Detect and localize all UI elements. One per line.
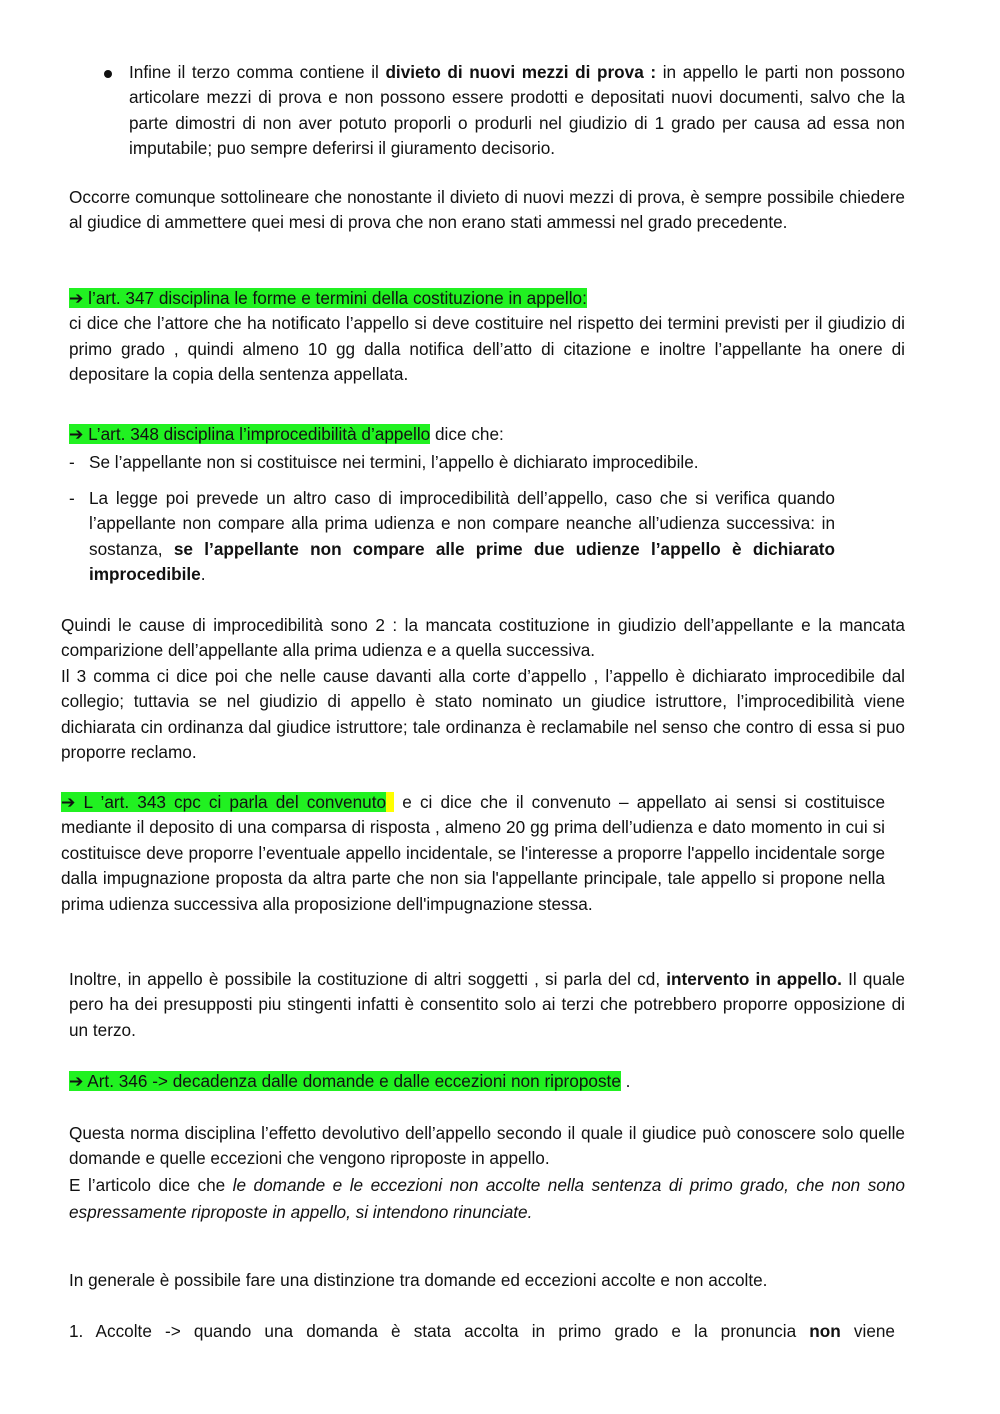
- section-art-348: [69, 422, 905, 447]
- heading-348: L’art. 348 disciplina l’improcedibilità d’appello: [83, 424, 431, 444]
- paragraph-occorre: [69, 185, 905, 236]
- heading-346: Art. 346 -> decadenza dalle domande e dalle eccezioni non riproposte: [83, 1071, 621, 1091]
- paragraph-cause: [61, 613, 905, 765]
- paragraph-text: In generale è possibile fare una distinzione tra domande ed eccezioni accolte e non accolte.: [69, 1270, 768, 1290]
- heading-343: L ’art. 343 cpc ci parla del convenuto: [75, 792, 387, 812]
- paragraph-norma: [69, 1121, 905, 1227]
- numbered-item-end: viene: [840, 1321, 895, 1341]
- section-art-343: [61, 790, 885, 917]
- list-item-348-1: [89, 450, 905, 475]
- heading-348-tail: dice che:: [430, 424, 504, 444]
- paragraph-text: E l’articolo dice che: [69, 1174, 233, 1195]
- arrow-icon: ➔: [61, 792, 76, 812]
- bullet-text-rest: in appello le parti non possono articolare mezzi di prova e non possono essere prodotti e depositati nuovi documenti, salvo che la parte dimostri di non aver potuto proporli o produrli nel giudizio di 1 grado per causa ad essa non imputabile; puo sempre deferirsi il giuramento decisorio.: [129, 62, 905, 159]
- bullet-text: Infine il terzo comma contiene il: [129, 62, 386, 82]
- bullet-dot: [104, 70, 112, 78]
- arrow-icon: ➔: [69, 1071, 84, 1091]
- dash-marker: -: [69, 452, 75, 472]
- highlight-heading-346: [69, 1071, 621, 1091]
- bullet-bold: divieto di nuovi mezzi di prova :: [385, 62, 657, 82]
- body-347: ci dice che l’attore che ha notificato l’appello si deve costituire nel rispetto dei termini previsti per il giudizio di primo grado , quindi almeno 10 gg dalla notifica dell’atto di citazione e inoltre l’appellante ha onere di depositare la copia della sentenza appellata.: [69, 313, 905, 385]
- paragraph-intervento: [69, 967, 905, 1043]
- paragraph-text-rest: Il quale pero ha dei presupposti piu stingenti infatti è consentito solo ai terzi che potrebbero proporre opposizione di un terzo.: [69, 969, 905, 1040]
- section-art-346: [69, 1069, 905, 1094]
- paragraph-generale: [69, 1268, 905, 1293]
- arrow-icon: ➔: [69, 288, 84, 308]
- paragraph-text: Quindi le cause di improcedibilità sono 2 : la mancata costituzione in giudizio dell’appellante e la mancata comparizione dell’appellante alla prima udienza e a quella successiva.: [61, 615, 905, 661]
- numbered-item-bold: non: [809, 1321, 841, 1341]
- dash-marker: -: [69, 488, 75, 508]
- section-art-347: [69, 286, 905, 388]
- paragraph-text: Questa norma disciplina l’effetto devolutivo dell’appello secondo il quale il giudice può conoscere solo quelle domande e quelle eccezioni che vengono riproposte in appello.: [69, 1123, 905, 1169]
- highlight-heading-348: [69, 424, 430, 444]
- list-item-end: .: [200, 564, 206, 585]
- highlight-heading-347: [69, 288, 587, 308]
- paragraph-text: Il 3 comma ci dice poi che nelle cause davanti alla corte d’appello , l’appello è dichiarato improcedibile dal collegio; tuttavia se nel giudizio di appello è stato nominato un giudice istruttore, l’improcedibilità viene dichiarata cin ordinanza dal giudice istruttore; tale ordinanza è reclamabile nel senso che contro di essa si puo proporre reclamo.: [61, 665, 905, 763]
- list-item-bold: se l’appellante non compare alle prime due udienze l’appello è dichiarato improcedibile: [89, 538, 835, 585]
- bullet-paragraph: [129, 60, 905, 162]
- list-item-text: Se l’appellante non si costituisce nei termini, l’appello è dichiarato improcedibile.: [89, 452, 699, 472]
- paragraph-bold: intervento in appello.: [666, 969, 842, 989]
- paragraph-italic: le domande e le eccezioni non accolte nella sentenza di primo grado, che non sono espressamente riproposte in appello, si intendono rinunciate.: [69, 1174, 905, 1223]
- list-item-text: La legge poi prevede un altro caso di improcedibilità dell’appello, caso che si verifica quando l’appellante non compare alla prima udienza e non compare neanche all’udienza successiva: in sostanza,: [89, 488, 835, 559]
- body-343: e ci dice che il convenuto – appellato ai sensi si costituisce mediante il deposito di una comparsa di risposta , almeno 20 gg prima dell’udienza e dato momento in cui si costituisce deve proporre l’eventuale appello incidentale, se l'interesse a proporre l'appello incidentale sorge dalla impugnazione proposta da altra parte che non sia l'appellante principale, tale appello si propone nella prima udienza successiva alla proposizione dell'impugnazione stessa.: [61, 792, 885, 914]
- paragraph-text: Inoltre, in appello è possibile la costituzione di altri soggetti , si parla del cd,: [69, 969, 667, 989]
- highlight-heading-343: [61, 792, 386, 812]
- heading-347: l’art. 347 disciplina le forme e termini della costituzione in appello:: [83, 288, 587, 308]
- yellow-mark: [386, 792, 394, 812]
- numbered-item-text: 1. Accolte -> quando una domanda è stata accolta in primo grado e la pronuncia: [69, 1321, 810, 1341]
- list-item-348-2: [89, 486, 835, 588]
- heading-346-tail: .: [620, 1071, 631, 1091]
- paragraph-text: Occorre comunque sottolineare che nonostante il divieto di nuovi mezzi di prova, è sempre possibile chiedere al giudice di ammettere quei mesi di prova che non erano stati ammessi nel grado precedente.: [69, 187, 905, 233]
- arrow-icon: ➔: [69, 424, 84, 444]
- numbered-item-accolte: [69, 1319, 895, 1344]
